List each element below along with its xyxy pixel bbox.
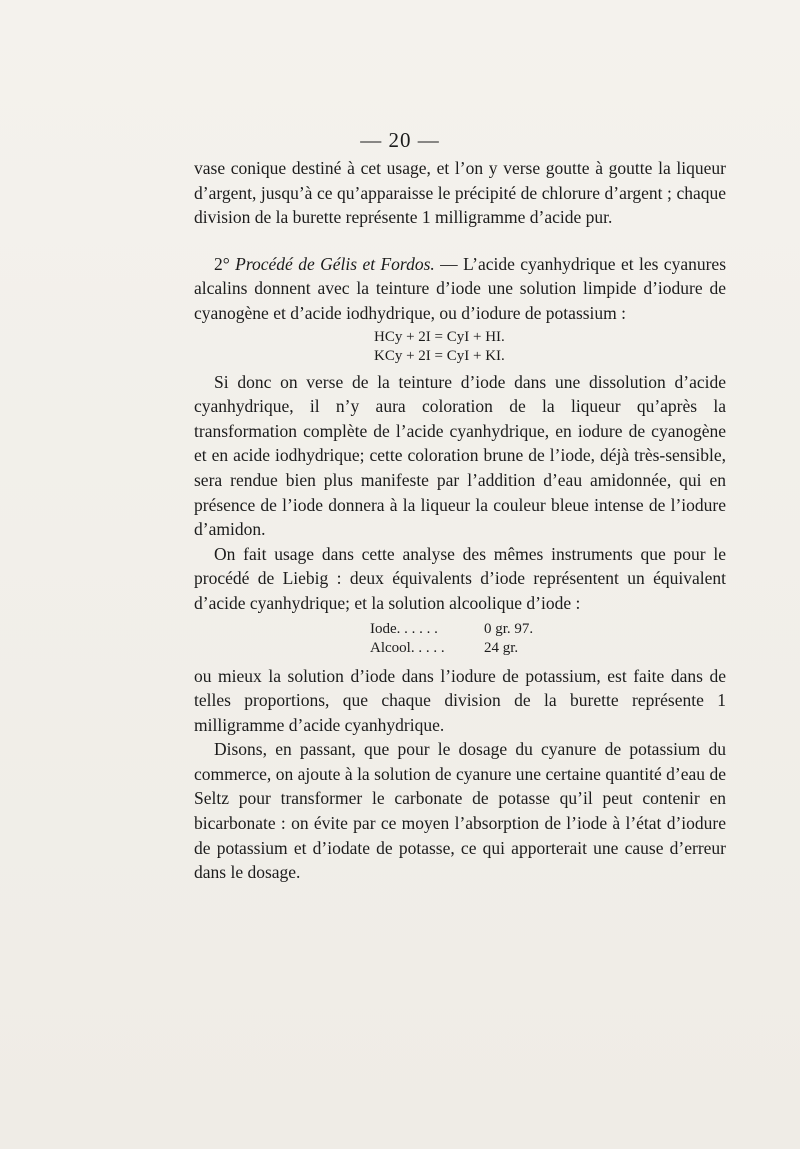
- paragraph-3: Si donc on verse de la teinture d’iode dans une dissolution d’acide cyanhydrique, il n’y aura coloration de la liqueur qu’après la transformation complète de l’acide cyanhydrique, en iodure de cyanogène et en acide iodhydrique; cette coloration brune de l’iode, déjà très-sensible, sera rendue bien plus manifeste par l’addition d’eau amidonnée, qui en présence de l’iode donnera à la liqueur la couleur bleue intense de l’iodure d’amidon.: [194, 371, 726, 540]
- section-number: 2°: [214, 253, 230, 274]
- solution-label: Alcool. . . . .: [370, 639, 445, 656]
- solution-value: 24 gr.: [484, 639, 519, 656]
- paragraph-6: Disons, en passant, que pour le dosage du cyanure de potassium du commerce, on ajoute à la solution de cyanure une certaine quantité d’eau de Seltz pour transformer le carbonate de potasse qu’il peut contenir en bicarbonate : on évite par ce moyen l’absorption de l’iode à l’état d’iodure de potassium et d’iodate de potasse, ce qui apporterait une cause d’erreur dans le dosage.: [194, 739, 726, 883]
- equation-2: KCy + 2I = CyI + KI.: [374, 347, 505, 364]
- paragraph-5: ou mieux la solution d’iode dans l’iodure de potassium, est faite dans de telles proportions, que chaque division de la burette représente 1 milligramme d’acide cyanhydrique.: [194, 665, 726, 735]
- body-text: [194, 156, 726, 885]
- solution-row: [370, 620, 726, 639]
- paragraph-1: vase conique destiné à cet usage, et l’on y verse goutte à goutte la liqueur d’argent, jusqu’à ce qu’apparaisse le précipité de chlorure d’argent ; chaque division de la burette représente 1 milligramme d’acide pur.: [194, 158, 726, 228]
- page-number: — 20 —: [360, 128, 440, 152]
- paragraph-2-text: — L’acide cyanhydrique et les cyanures alcalins donnent avec la teinture d’iode une solution limpide d’iodure de cyanogène et d’acide iodhydrique, ou d’iodure de potassium :: [194, 253, 727, 323]
- solution-label: Iode. . . . . .: [370, 620, 438, 637]
- equation-block: [194, 328, 726, 366]
- solution-row: [370, 639, 726, 658]
- paragraph-2: [194, 252, 726, 326]
- section-title: Procédé de Gélis et Fordos.: [235, 253, 435, 274]
- equation-1: HCy + 2I = CyI + HI.: [374, 328, 505, 345]
- solution-value: 0 gr. 97.: [484, 620, 534, 637]
- paragraph-4: On fait usage dans cette analyse des mêmes instruments que pour le procédé de Liebig : deux équivalents d’iode représentent un équivalent d’acide cyanhydrique; et la solution alcoolique d’iode :: [194, 543, 726, 613]
- solution-composition: [194, 620, 726, 658]
